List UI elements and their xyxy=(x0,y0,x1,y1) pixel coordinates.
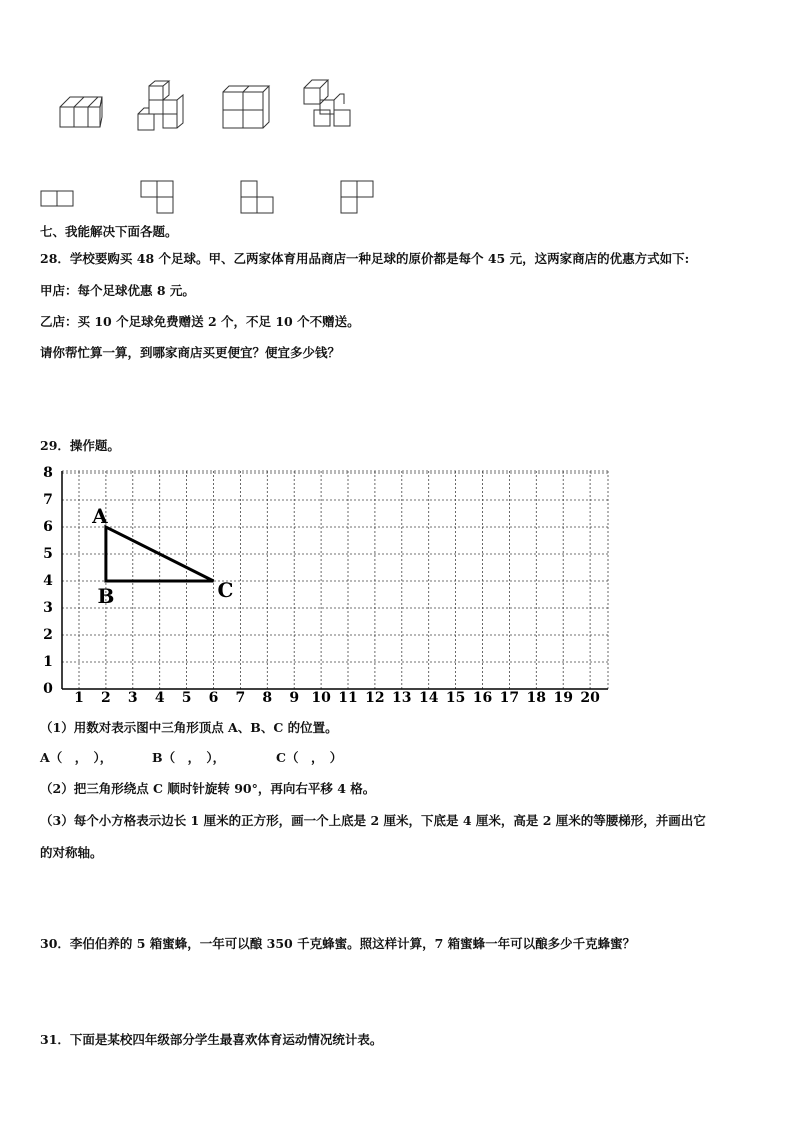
q29-sub3-line2: 的对称轴。 xyxy=(40,845,103,860)
q29-blank-c: C（ ， ） xyxy=(276,750,343,765)
vertex-label-b: B xyxy=(97,584,115,608)
q29-blank-a: A（ ， ）， xyxy=(40,750,113,765)
x-tick-label: 8 xyxy=(262,690,273,706)
q29-sub2: （2）把三角形绕点 C 顺时针旋转 90°，再向右平移 4 格。 xyxy=(40,781,376,796)
q31-text: 31．下面是某校四年级部分学生最喜欢体育运动情况统计表。 xyxy=(40,1032,383,1047)
q28-question: 请你帮忙算一算，到哪家商店买更便宜？便宜多少钱？ xyxy=(40,345,341,360)
y-tick-label: 7 xyxy=(43,492,53,508)
x-tick-label: 14 xyxy=(418,690,439,706)
q28-stem: 28．学校要购买 48 个足球。甲、乙两家体育用品商店一种足球的原价都是每个 45 元，这两家商店的优惠方式如下: xyxy=(40,251,690,266)
x-tick-label: 18 xyxy=(526,690,547,706)
x-tick-label: 13 xyxy=(392,690,412,706)
x-tick-label: 17 xyxy=(499,690,520,706)
y-tick-label: 8 xyxy=(43,465,53,481)
x-tick-label: 4 xyxy=(154,690,165,706)
x-tick-label: 7 xyxy=(235,690,246,706)
y-tick-label: 3 xyxy=(43,600,53,616)
q28-shop-b: 乙店：买 10 个足球免费赠送 2 个，不足 10 个不赠送。 xyxy=(40,314,360,329)
q28-shop-a: 甲店：每个足球优惠 8 元。 xyxy=(40,283,195,298)
q30-text: 30．李伯伯养的 5 箱蜜蜂，一年可以酿 350 千克蜂蜜。照这样计算，7 箱蜜蜂一年可以酿多少千克蜂蜜？ xyxy=(40,936,636,951)
x-tick-label: 16 xyxy=(472,690,493,706)
x-tick-label: 6 xyxy=(208,690,219,706)
x-tick-label: 12 xyxy=(365,690,385,706)
x-tick-label: 2 xyxy=(101,690,111,706)
vertex-label-a: A xyxy=(92,504,108,528)
x-tick-label: 1 xyxy=(74,690,84,706)
y-tick-label: 6 xyxy=(43,519,53,535)
q29-title: 29．操作题。 xyxy=(40,438,120,453)
y-tick-label: 0 xyxy=(43,681,53,697)
q29-sub1: （1）用数对表示图中三角形顶点 A、B、C 的位置。 xyxy=(40,720,338,735)
q29-blank-b: B（ ， ）， xyxy=(152,750,226,765)
x-tick-label: 19 xyxy=(553,690,573,706)
y-tick-label: 5 xyxy=(43,546,53,562)
x-tick-label: 15 xyxy=(445,690,466,706)
x-tick-label: 5 xyxy=(181,690,192,706)
vertex-label-c: C xyxy=(217,578,234,602)
x-tick-label: 20 xyxy=(580,690,600,706)
x-tick-label: 11 xyxy=(338,690,358,706)
q29-sub3-line1: （3）每个小方格表示边长 1 厘米的正方形，画一个上底是 2 厘米，下底是 4 厘米，高是 2 厘米的等腰梯形，并画出它 xyxy=(40,813,706,828)
x-tick-label: 10 xyxy=(311,690,331,706)
section-title: 七、我能解决下面各题。 xyxy=(40,224,178,239)
y-tick-label: 4 xyxy=(43,573,53,589)
x-tick-label: 3 xyxy=(127,690,138,706)
y-tick-label: 1 xyxy=(43,654,53,670)
x-tick-label: 9 xyxy=(289,690,300,706)
y-tick-label: 2 xyxy=(43,627,53,643)
